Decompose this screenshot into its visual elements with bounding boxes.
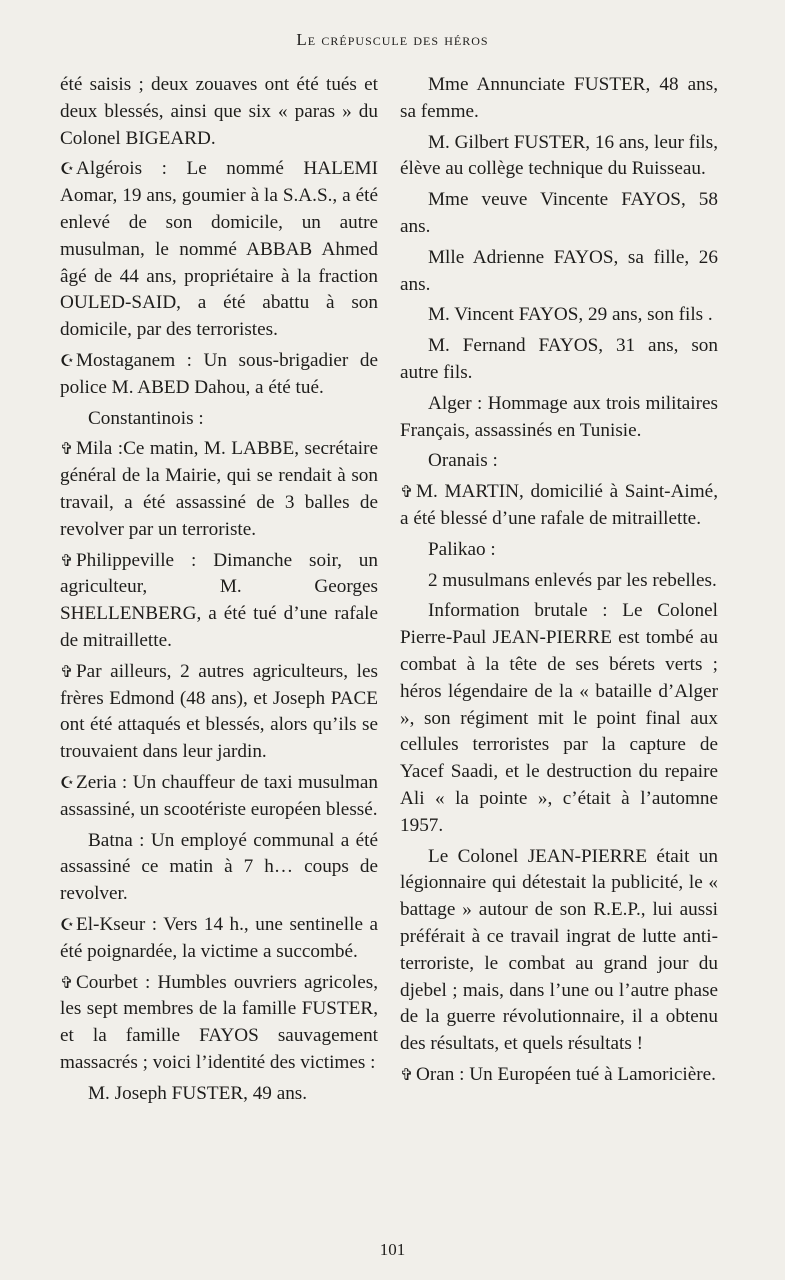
left-column: [60, 72, 378, 1111]
paragraph: [60, 156, 378, 344]
paragraph-text: Alger : Hommage aux trois militaires Français, assassinés en Tunisie.: [400, 392, 718, 441]
paragraph: [400, 245, 718, 299]
right-column: [400, 72, 718, 1093]
paragraph: [60, 548, 378, 655]
paragraph-text: Zeria : Un chauffeur de taxi musulman assassiné, un scootériste européen blessé.: [60, 771, 378, 820]
section-heading: [400, 537, 718, 564]
paragraph: [400, 391, 718, 445]
paragraph: [60, 436, 378, 543]
cross-icon: ✞: [60, 972, 74, 992]
paragraph-text: Information brutale : Le Colonel Pierre-Paul JEAN-PIERRE est tombé au combat à la tête de ses bérets verts ; héros légendaire de la « bataille d’Alger », son régiment mit le point final aux cellules terroristes par la capture de Yacef Saadi, et le destruction du repaire Ali « la pointe », c’était à l’automne 1957.: [400, 600, 718, 836]
paragraph: [400, 72, 718, 126]
running-title: Le crépuscule des héros: [296, 30, 489, 49]
paragraph-text: Mostaganem : Un sous-brigadier de police M. ABED Dahou, a été tué.: [60, 349, 378, 398]
crescent-icon: ☪: [60, 772, 75, 792]
section-heading: [60, 406, 378, 433]
paragraph: [400, 1062, 718, 1089]
paragraph-text: Oranais :: [428, 450, 498, 472]
cross-icon: ✞: [400, 1064, 414, 1084]
paragraph-text: Palikao :: [428, 538, 496, 560]
paragraph-text: Philippeville : Dimanche soir, un agriculteur, M. Georges SHELLENBERG, a été tué d’une rafale de mitraillette.: [60, 549, 378, 651]
paragraph-text: été saisis ; deux zouaves ont été tués et deux blessés, ainsi que six « paras » du Colonel BIGEARD.: [60, 74, 378, 149]
paragraph-text: Mme Annunciate FUSTER, 48 ans, sa femme.: [400, 74, 718, 122]
paragraph-text: M. Fernand FAYOS, 31 ans, son autre fils.: [400, 335, 718, 383]
paragraph-text: Constantinois :: [88, 407, 204, 429]
paragraph-text: Mlle Adrienne FAYOS, sa fille, 26 ans.: [400, 246, 718, 295]
paragraph-text: M. Vincent FAYOS, 29 ans, son fils .: [428, 304, 713, 326]
paragraph: [60, 659, 378, 766]
paragraph-text: M. Gilbert FUSTER, 16 ans, leur fils, élève au collège technique du Ruisseau.: [400, 131, 718, 180]
paragraph-text: Mme veuve Vincente FAYOS, 58 ans.: [400, 189, 718, 237]
paragraph-text: Par ailleurs, 2 autres agriculteurs, les frères Edmond (48 ans), et Joseph PACE ont été attaqués et blessés, alors qu’ils se trouvaient dans leur jardin.: [60, 660, 378, 763]
paragraph: [60, 970, 378, 1077]
paragraph: [400, 844, 718, 1058]
paragraph: [60, 1081, 378, 1108]
crescent-icon: ☪: [60, 159, 75, 179]
page-number: 101: [379, 1240, 406, 1259]
paragraph-text: 2 musulmans enlevés par les rebelles.: [428, 569, 717, 591]
crescent-icon: ☪: [60, 350, 75, 370]
paragraph: [60, 770, 378, 824]
paragraph: [60, 72, 378, 152]
cross-icon: ✞: [60, 439, 74, 459]
paragraph: [400, 568, 718, 595]
cross-icon: ✞: [60, 550, 74, 570]
paragraph-text: Courbet : Humbles ouvriers agricoles, les sept membres de la famille FUSTER, et la famille FAYOS sauvagement massacrés ; voici l’identité des victimes :: [60, 971, 378, 1073]
cross-icon: ✞: [400, 482, 414, 502]
paragraph: [400, 598, 718, 839]
paragraph: [400, 187, 718, 241]
paragraph-text: Le Colonel JEAN-PIERRE était un légionnaire qui détestait la publicité, le « battage » autour de son R.E.P., lui aussi préférait à ce travail ingrat de lutte anti-terroriste, le combat au grand jour du djebel ; mais, dans l’une ou l’autre phase de la guerre révolutionnaire, il a obtenu des résultats, et quels résultats !: [400, 845, 718, 1055]
paragraph-text: El-Kseur : Vers 14 h., une sentinelle a été poignardée, la victime a succombé.: [60, 913, 378, 962]
paragraph: [400, 333, 718, 387]
paragraph-text: Mila :Ce matin, M. LABBE, secrétaire général de la Mairie, qui se rendait à son travail, a été assassiné de 3 balles de revolver par un terroriste.: [60, 438, 378, 540]
paragraph: [400, 302, 718, 329]
paragraph: [60, 912, 378, 966]
crescent-icon: ☪: [60, 914, 75, 934]
paragraph-text: Oran : Un Européen tué à Lamoricière.: [416, 1063, 716, 1085]
paragraph: [60, 348, 378, 402]
section-heading: [400, 448, 718, 475]
paragraph: [60, 828, 378, 908]
paragraph-text: M. Joseph FUSTER, 49 ans.: [88, 1082, 308, 1104]
cross-icon: ✞: [60, 661, 74, 681]
paragraph-text: Batna : Un employé communal a été assassiné ce matin à 7 h… coups de revolver.: [60, 829, 378, 905]
paragraph: [400, 479, 718, 533]
paragraph: [400, 130, 718, 184]
paragraph-text: M. MARTIN, domicilié à Saint-Aimé, a été blessé d’une rafale de mitraillette.: [400, 481, 718, 529]
paragraph-text: Algérois : Le nommé HALEMI Aomar, 19 ans, goumier à la S.A.S., a été enlevé de son domicile, un autre musulman, le nommé ABBAB Ahmed âgé de 44 ans, propriétaire à la fraction OULED-SAID, a été abattu à son domicile, par des terroristes.: [60, 158, 378, 341]
